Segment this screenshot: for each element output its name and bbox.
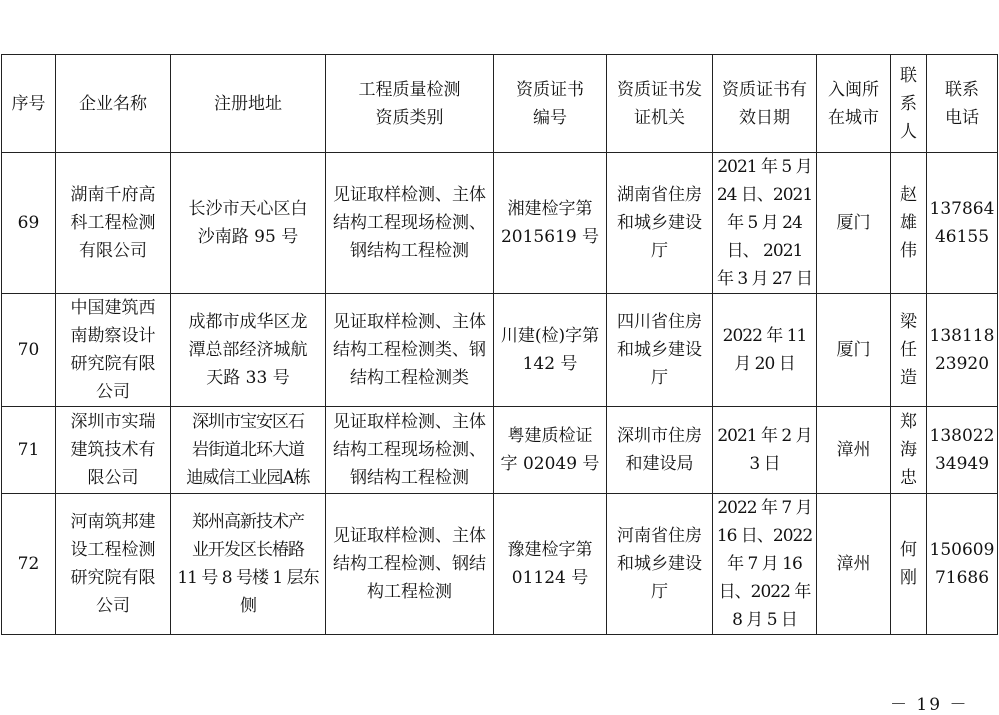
cell-qualification-category: 见证取样检测、主体 结构工程现场检测、 钢结构工程检测 (326, 153, 494, 294)
cell-registered-address: 成都市成华区龙 潭总部经济城航 天路 33 号 (171, 294, 326, 407)
header-registered-address: 注册地址 (171, 55, 326, 153)
cell-city: 厦门 (817, 294, 891, 407)
cell-company-name: 中国建筑西 南勘察设计 研究院有限 公司 (56, 294, 171, 407)
cell-validity-date: 2022 年 11 月 20 日 (713, 294, 817, 407)
table-row (2, 494, 998, 635)
cell-qualification-category: 见证取样检测、主体 结构工程现场检测、 钢结构工程检测 (326, 407, 494, 494)
table-row (2, 294, 998, 407)
cell-phone: 137864 46155 (927, 153, 998, 294)
cell-issuing-authority: 湖南省住房 和城乡建设 厅 (607, 153, 713, 294)
table-row (2, 153, 998, 294)
cell-index: 71 (2, 407, 56, 494)
cell-validity-date: 2022 年 7 月 16 日、2022 年 7 月 16 日、2022 年 8 月 5 日 (713, 494, 817, 635)
table-header-row (2, 55, 998, 153)
header-qualification-category: 工程质量检测 资质类别 (326, 55, 494, 153)
cell-certificate-number: 粤建质检证 字 02049 号 (494, 407, 607, 494)
cell-city: 漳州 (817, 407, 891, 494)
header-company-name: 企业名称 (56, 55, 171, 153)
header-city: 入闽所 在城市 (817, 55, 891, 153)
cell-phone: 138118 23920 (927, 294, 998, 407)
cell-contact-person: 赵 雄 伟 (891, 153, 927, 294)
cell-certificate-number: 豫建检字第 01124 号 (494, 494, 607, 635)
header-contact-person: 联 系 人 (891, 55, 927, 153)
cell-issuing-authority: 河南省住房 和城乡建设 厅 (607, 494, 713, 635)
cell-qualification-category: 见证取样检测、主体 结构工程检测类、钢 结构工程检测类 (326, 294, 494, 407)
cell-city: 漳州 (817, 494, 891, 635)
cell-index: 69 (2, 153, 56, 294)
cell-index: 70 (2, 294, 56, 407)
cell-company-name: 河南筑邦建 设工程检测 研究院有限 公司 (56, 494, 171, 635)
cell-certificate-number: 湘建检字第 2015619 号 (494, 153, 607, 294)
cell-issuing-authority: 深圳市住房 和建设局 (607, 407, 713, 494)
cell-validity-date: 2021 年 5 月 24 日、2021 年 5 月 24 日、 2021 年 3 月 27 日 (713, 153, 817, 294)
cell-contact-person: 何 刚 (891, 494, 927, 635)
table-row (2, 407, 998, 494)
cell-validity-date: 2021 年 2 月 3 日 (713, 407, 817, 494)
page-number: － 19 － (890, 695, 969, 715)
cell-city: 厦门 (817, 153, 891, 294)
cell-issuing-authority: 四川省住房 和城乡建设 厅 (607, 294, 713, 407)
header-issuing-authority: 资质证书发 证机关 (607, 55, 713, 153)
cell-company-name: 深圳市实瑞 建筑技术有 限公司 (56, 407, 171, 494)
qualification-table (1, 54, 998, 635)
header-validity-date: 资质证书有 效日期 (713, 55, 817, 153)
cell-index: 72 (2, 494, 56, 635)
header-certificate-number: 资质证书 编号 (494, 55, 607, 153)
cell-registered-address: 长沙市天心区白 沙南路 95 号 (171, 153, 326, 294)
header-index: 序号 (2, 55, 56, 153)
header-phone: 联系 电话 (927, 55, 998, 153)
cell-qualification-category: 见证取样检测、主体 结构工程检测、钢结 构工程检测 (326, 494, 494, 635)
cell-phone: 138022 34949 (927, 407, 998, 494)
cell-phone: 150609 71686 (927, 494, 998, 635)
cell-registered-address: 郑州高新技术产 业开发区长椿路 11 号 8 号楼 1 层东 侧 (171, 494, 326, 635)
cell-company-name: 湖南千府高 科工程检测 有限公司 (56, 153, 171, 294)
cell-contact-person: 郑 海 忠 (891, 407, 927, 494)
cell-contact-person: 梁 任 造 (891, 294, 927, 407)
cell-certificate-number: 川建(检)字第 142 号 (494, 294, 607, 407)
cell-registered-address: 深圳市宝安区石 岩街道北环大道 迪威信工业园A栋 (171, 407, 326, 494)
